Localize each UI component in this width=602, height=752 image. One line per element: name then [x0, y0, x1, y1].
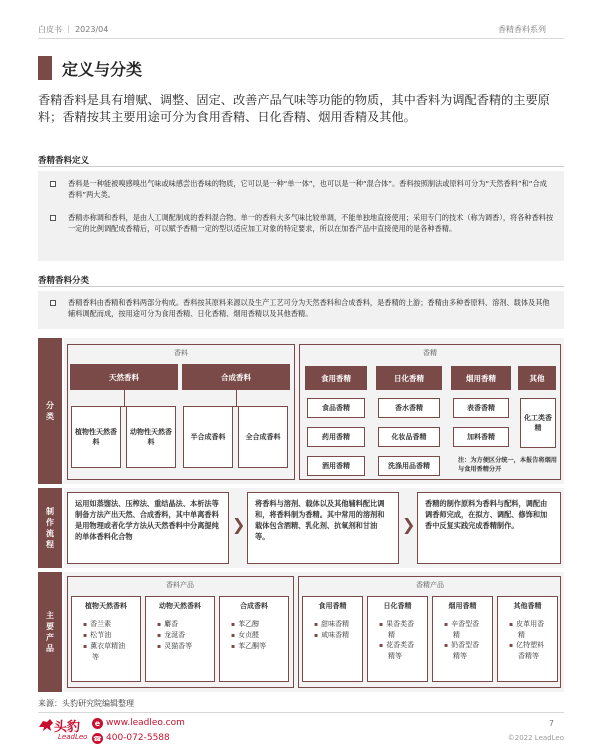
- website-link[interactable]: www.leadleo.com: [106, 718, 185, 728]
- product-box-synthetic: [219, 596, 289, 682]
- essence-note: 注：为方便区分统一，本报告将烟用与食用香精分开: [458, 457, 557, 473]
- web-icon: e: [92, 718, 103, 729]
- footer-divider: [38, 712, 564, 713]
- product-box-plant: [71, 596, 141, 682]
- tobacco-essence-item: 表香香精: [453, 398, 509, 418]
- process-step-spice: 运用如蒸馏法、压榨法、重结晶法、本析法等制备方法产出天然、合成香料，其中单离香料是用物理或者化学方法从天然香料中分离提纯的单体香料化合物: [67, 492, 229, 564]
- definition-box: [38, 171, 564, 261]
- product-item: ▪ 花香类香精等: [368, 640, 417, 661]
- product-box-animal: [145, 596, 215, 682]
- product-box-food: [302, 596, 363, 682]
- food-essence-item: 食品香精: [307, 398, 365, 418]
- product-box-title: 植物天然香料: [85, 602, 127, 610]
- product-box-title: 动物天然香料: [159, 602, 201, 610]
- product-item: ▪ 灵猫香等: [146, 641, 214, 652]
- product-item: ▪ 甜味香精: [303, 619, 352, 630]
- connector-line: [124, 390, 125, 406]
- page-number: 7: [548, 719, 554, 728]
- product-box-other: [497, 596, 558, 682]
- brand-logo-en: LeadLeo: [58, 733, 88, 741]
- section-divider: [38, 166, 564, 167]
- leopard-logo-icon: [38, 717, 54, 733]
- product-item: ▪ 龙涎香: [146, 630, 214, 641]
- daily-essence-item: 香水香精: [378, 398, 440, 418]
- spice-products-title: 香料产品: [150, 580, 210, 590]
- product-box-title: 日化香精: [383, 602, 412, 610]
- intro-paragraph: 香精香料是具有增赋、调整、固定、改善产品气味等功能的物质，其中香料为调配香精的主要原料；香精按其主要用途可分为食用香精、日化香精、烟用香精及其他。: [38, 93, 550, 124]
- product-items: [220, 619, 288, 652]
- title-accent: [38, 56, 52, 80]
- source-note: 来源：头豹研究院编辑整理: [38, 699, 134, 708]
- product-items: [303, 619, 362, 641]
- essence-products-title: 香精产品: [400, 580, 460, 590]
- section-heading-classification: 香精香料分类: [38, 276, 90, 286]
- other-essence-cat: 其他: [518, 366, 556, 390]
- natural-spice-box: 天然香料: [70, 364, 178, 390]
- section-heading-definition: 香精香料定义: [38, 156, 90, 166]
- bullet-icon: [50, 215, 56, 221]
- product-box-title: 合成香料: [240, 602, 268, 610]
- product-items: [498, 619, 557, 661]
- row-label-process: 制作流程: [38, 488, 62, 568]
- page-title: 定义与分类: [62, 60, 143, 79]
- product-items: [433, 619, 492, 661]
- product-item: ▪ 麝香: [146, 619, 214, 630]
- product-item: ▪ 辛香型香精: [433, 619, 482, 640]
- food-essence-item: 酒用香精: [307, 456, 365, 476]
- product-box-title: 食用香精: [318, 602, 347, 610]
- semi-synthetic-spice: 半合成香料: [183, 406, 233, 468]
- bullet-icon: [50, 300, 56, 306]
- daily-essence-item: 化妆品香精: [378, 427, 440, 447]
- process-step-blend: 将香料与溶剂、载体以及其他辅料配比调和，将香料制为香精。其中常用的溶剂和载体包含酒精、乳化剂、抗氧剂和甘油等。: [247, 492, 399, 564]
- product-item: ▪ 果香类香精: [368, 619, 417, 640]
- other-essence-item: 化工类香精: [520, 398, 556, 448]
- bullet-icon: [50, 181, 56, 187]
- full-synthetic-spice: 全合成香料: [238, 406, 288, 468]
- spice-group-title: 香料: [161, 348, 201, 358]
- tobacco-essence-item: 加料香精: [453, 427, 509, 447]
- food-essence-item: 药用香精: [307, 427, 365, 447]
- product-item: ▪ 香兰素: [72, 619, 140, 630]
- product-item: ▪ 奶香型香精等: [433, 640, 482, 661]
- product-item: ▪ 松节油: [72, 630, 140, 641]
- classification-box: [38, 291, 564, 329]
- header-divider: [38, 38, 564, 39]
- product-item: ▪ 女贞醛: [220, 630, 288, 641]
- essence-group-title: 香精: [410, 348, 450, 358]
- connector-line: [236, 390, 237, 406]
- product-item: ▪ 皮革用香精: [498, 619, 547, 640]
- copyright: ©2022 LeadLeo: [507, 734, 564, 742]
- plant-natural-spice: 植物性天然香料: [71, 406, 121, 468]
- product-items: [368, 619, 427, 661]
- row-label-products: 主要产品: [38, 572, 62, 692]
- product-item: ▪ 亿特塑料香精等: [498, 640, 547, 661]
- synthetic-spice-box: 合成香料: [182, 364, 290, 390]
- product-item: ▪ 苯乙酮等: [220, 641, 288, 652]
- brand-logo-cn: 头豹: [54, 720, 81, 735]
- daily-essence-item: 洗涤用品香精: [378, 456, 440, 476]
- food-essence-cat: 食用香精: [305, 366, 367, 390]
- product-item: ▪ 苯乙醇: [220, 619, 288, 630]
- chevron-right-icon: ❯: [232, 515, 246, 534]
- header-right: 香精香料系列: [498, 25, 546, 34]
- product-box-title: 其他香精: [513, 602, 542, 610]
- product-item: ▪ 薰衣草精油等: [72, 641, 140, 662]
- animal-natural-spice: 动物性天然香料: [126, 406, 176, 468]
- product-box-tobacco: [432, 596, 493, 682]
- product-item: ▪ 咸味香精: [303, 630, 352, 641]
- definition-bullet-2: 香精亦称调和香料，是由人工调配制成的香料混合物。单一的香料大多气味比较单调，不能单独地直接使用；采用专门的技术（称为调香），将各种香料按一定的比例调配成香精后，可以赋予香精一定的型以适应加工对象的特定要求，所以在加香产品中直接使用的是各种香精。: [68, 213, 554, 233]
- definition-bullet-1: 香料是一种能被嗅感嗅出气味或味感尝出香味的物质，它可以是一种“单一体”，也可以是一种“混合体”。香料按照制法或原料可分为“天然香料”和“合成香料”两大类。: [68, 179, 547, 199]
- product-box-daily: [367, 596, 428, 682]
- phone-number: 400-072-5588: [106, 733, 170, 743]
- chevron-right-icon: ❯: [402, 515, 416, 534]
- row-label-classify: 分类: [38, 338, 62, 484]
- product-items: [146, 619, 214, 652]
- section-divider: [38, 286, 564, 287]
- product-items: [72, 619, 140, 662]
- product-box-title: 烟用香精: [448, 602, 477, 610]
- classification-bullet-1: 香精香料由香精和香料两部分构成。香料按其原料来源以及生产工艺可分为天然香料和合成香料，是香精的上游；香精由多种香原料、溶剂、载体及其他辅料调配而成，按用途可分为食用香精、日化香精、烟用香精以及其他香精。: [68, 298, 550, 318]
- phone-icon: ☎: [93, 734, 102, 743]
- daily-essence-cat: 日化香精: [376, 366, 442, 390]
- header-left: 白皮书 ｜ 2023/04: [38, 25, 109, 34]
- process-step-essence: 香精的制作原料为香料与配料，调配由调香师完成，在拟方、调配、修饰和加香中反复实践完成香精制作。: [417, 492, 561, 564]
- tobacco-essence-cat: 烟用香精: [451, 366, 511, 390]
